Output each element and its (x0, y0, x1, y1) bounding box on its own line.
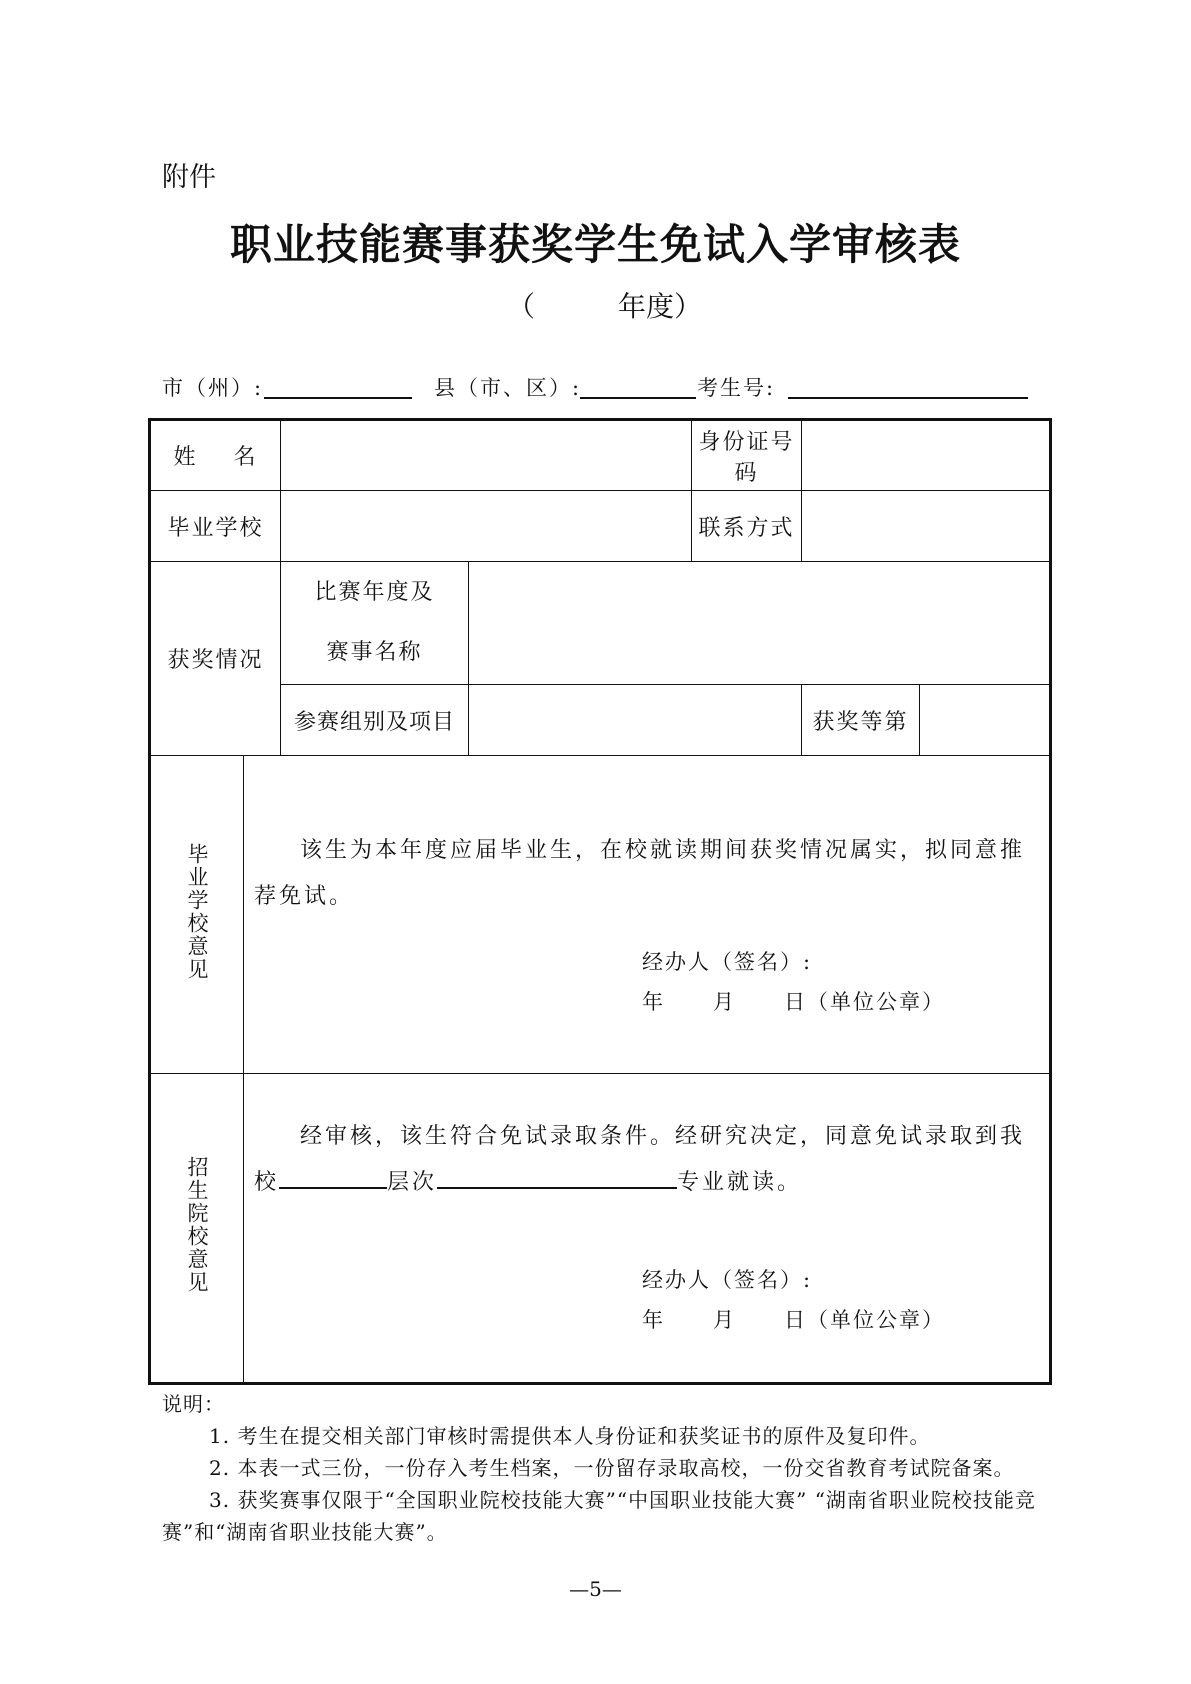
city-label: 市（州）: (162, 376, 264, 400)
note-item-2: 2. 本表一式三份，一份存入考生档案，一份留存录取高校，一份交省教育考试院备案。 (209, 1456, 1015, 1480)
row-name (150, 420, 1051, 491)
award-label: 获奖情况 (150, 562, 281, 756)
admission-level-blank[interactable] (279, 1165, 387, 1189)
admission-text-line-1: 经审核，该生符合免试录取条件。经研究决定，同意免试录取到我 (300, 1124, 1026, 1149)
note-item-1: 1. 考生在提交相关部门审核时需提供本人身份证和获奖证书的原件及复印件。 (209, 1424, 931, 1448)
contact-field[interactable] (802, 491, 1051, 562)
admission-major-blank[interactable] (437, 1165, 677, 1189)
school-opinion-box[interactable] (244, 756, 1051, 1074)
competition-label: 比赛年度及 赛事名称 (281, 562, 469, 685)
school-field[interactable] (281, 491, 692, 562)
name-label: 姓 名 (150, 420, 281, 491)
group-field[interactable] (469, 685, 802, 756)
note-item-3: 3. 获奖赛事仅限于“全国职业院校技能大赛”“中国职业技能大赛” “湖南省职业院校技能竞赛”和“湖南省职业技能大赛”。 (162, 1488, 1036, 1544)
rank-field[interactable] (920, 685, 1051, 756)
year-label: 年度） (618, 290, 703, 323)
id-label: 身份证号码 (692, 420, 802, 491)
exam-no-blank[interactable] (788, 397, 1028, 399)
row-group (150, 685, 1051, 756)
competition-field[interactable] (469, 562, 1051, 685)
rank-label: 获奖等第 (802, 685, 920, 756)
school-opinion-label: 毕业学校意见 (150, 756, 244, 1074)
review-form-table (148, 418, 1052, 1385)
row-school-opinion (150, 756, 1051, 1074)
admission-opinion-label: 招生院校意见 (150, 1074, 244, 1384)
county-blank[interactable] (580, 397, 696, 399)
year-open-paren: （ (507, 290, 536, 323)
school-label: 毕业学校 (150, 491, 281, 562)
school-date-line: 年 月 日（单位公章） (642, 990, 945, 1014)
id-field[interactable] (802, 420, 1051, 491)
admission-signer-label: 经办人（签名）: (642, 1268, 813, 1292)
notes-section (162, 1388, 1042, 1548)
row-competition (150, 562, 1051, 685)
row-admission-opinion (150, 1074, 1051, 1384)
notes-heading: 说明： (162, 1392, 225, 1416)
school-opinion-text: 该生为本年度应届毕业生，在校就读期间获奖情况属实，拟同意推荐免试。 (254, 838, 1026, 909)
page-number: —5— (569, 1577, 622, 1601)
row-school (150, 491, 1051, 562)
contact-label: 联系方式 (692, 491, 802, 562)
county-label: 县（市、区）: (434, 376, 582, 400)
group-label: 参赛组别及项目 (281, 685, 469, 756)
form-title: 职业技能赛事获奖学生免试入学审核表 (229, 220, 961, 269)
name-field[interactable] (281, 420, 692, 491)
admission-opinion-box[interactable] (244, 1074, 1051, 1384)
exam-no-label: 考生号: (697, 376, 776, 400)
attachment-label: 附件 (162, 162, 216, 193)
school-signer-label: 经办人（签名）: (642, 950, 813, 974)
city-blank[interactable] (264, 397, 412, 399)
admission-text-line-2: 校 层次 专业就读。 (254, 1160, 1039, 1206)
admission-date-line: 年 月 日（单位公章） (642, 1308, 945, 1332)
